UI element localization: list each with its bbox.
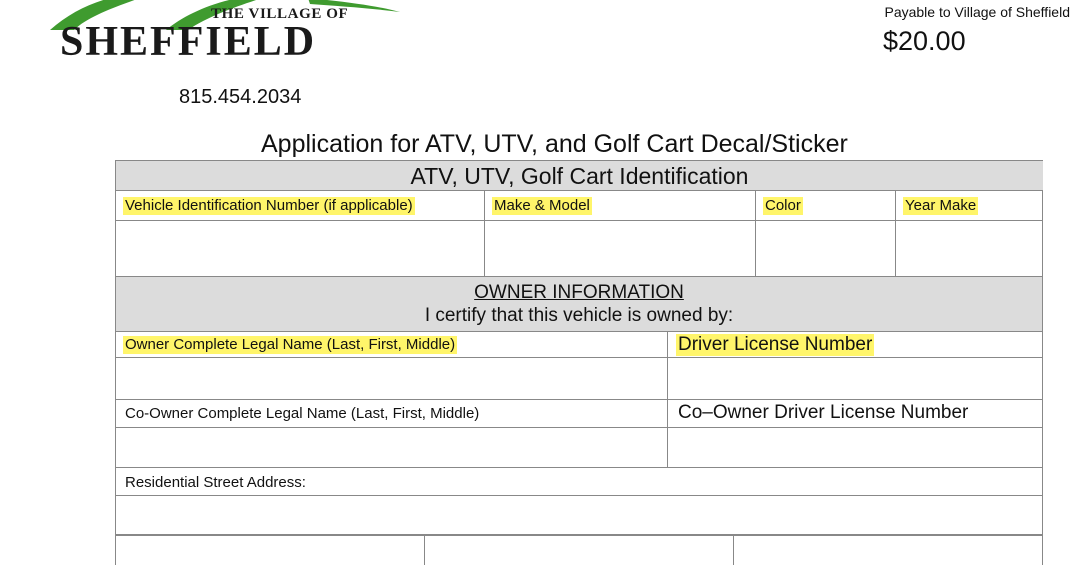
logo-village-text: THE VILLAGE OF (211, 6, 349, 22)
village-logo (48, 0, 420, 72)
logo-sheffield-text: SHEFFIELD (60, 19, 317, 65)
co-owner-license-field[interactable] (667, 427, 1043, 467)
driver-license-label: Driver License Number (678, 334, 873, 355)
address-field[interactable] (115, 495, 1043, 535)
co-owner-license-label: Co–Owner Driver License Number (678, 402, 969, 423)
owner-info-subheading: I certify that this vehicle is owned by: (424, 305, 734, 326)
co-owner-license-label-cell (667, 399, 1043, 427)
owner-name-field[interactable] (115, 357, 667, 399)
vin-field[interactable] (115, 220, 484, 276)
co-owner-name-field[interactable] (115, 427, 667, 467)
payable-note: Payable to Village of Sheffield (884, 4, 1070, 20)
color-field[interactable] (755, 220, 895, 276)
year-make-label: Year Make (905, 197, 977, 214)
make-model-field[interactable] (484, 220, 755, 276)
identification-heading: ATV, UTV, Golf Cart Identification (410, 163, 749, 189)
driver-license-label-cell (667, 331, 1043, 357)
next-row-cell-2 (424, 535, 733, 565)
co-owner-name-label: Co-Owner Complete Legal Name (Last, First, Middle) (125, 405, 480, 422)
identification-header (115, 160, 1043, 190)
vin-label: Vehicle Identification Number (if applicable) (125, 197, 413, 214)
owner-name-label-cell (115, 331, 667, 357)
owner-info-header (115, 276, 1043, 331)
owner-name-label: Owner Complete Legal Name (Last, First, Middle) (125, 336, 456, 353)
vin-label-cell (115, 190, 484, 220)
make-model-label: Make & Model (494, 197, 590, 214)
year-make-field[interactable] (895, 220, 1043, 276)
application-form (115, 160, 1043, 560)
owner-info-heading: OWNER INFORMATION (474, 282, 684, 303)
next-row-cell-3 (733, 535, 1043, 565)
next-row-cell-1 (115, 535, 424, 565)
color-label: Color (765, 197, 801, 214)
color-label-cell (755, 190, 895, 220)
make-model-label-cell (484, 190, 755, 220)
driver-license-field[interactable] (667, 357, 1043, 399)
phone-number: 815.454.2034 (179, 86, 302, 108)
year-make-label-cell (895, 190, 1043, 220)
fee-amount: $20.00 (883, 26, 966, 56)
address-label-cell (115, 467, 1043, 495)
co-owner-name-label-cell (115, 399, 667, 427)
address-label: Residential Street Address: (125, 474, 306, 491)
form-title: Application for ATV, UTV, and Golf Cart Decal/Sticker (261, 130, 848, 158)
